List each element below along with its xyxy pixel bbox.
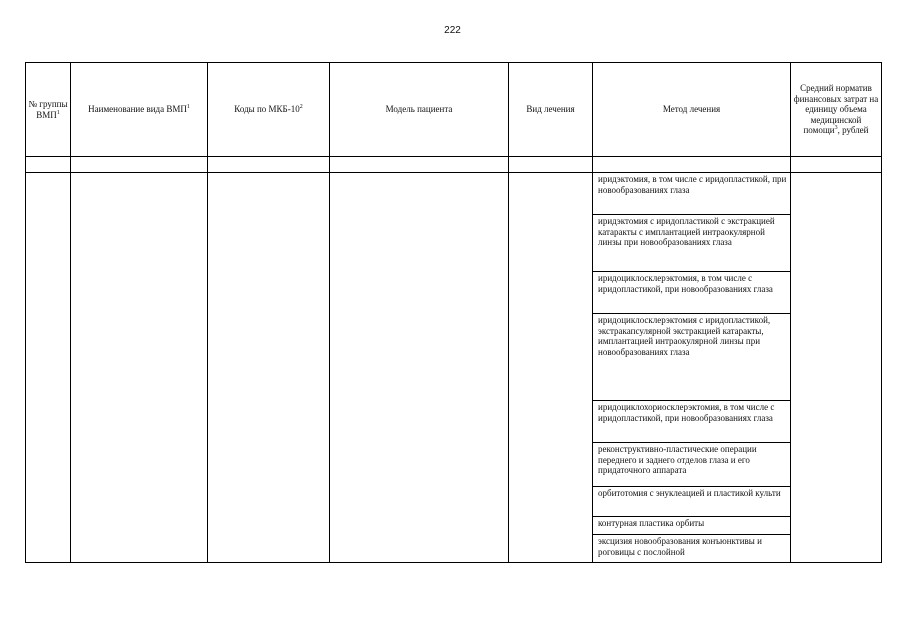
empty-cell <box>26 157 71 173</box>
method-item: контурная пластика орбиты <box>593 517 790 535</box>
vmp-table <box>25 62 882 563</box>
method-item: иридоциклосклерэктомия, в том числе с иридопластикой, при новообразованиях глаза <box>593 272 790 314</box>
cell-treatment-methods <box>593 173 791 563</box>
header-icd-codes: Коды по МКБ-$10^2$ <box>208 63 330 157</box>
empty-cell <box>509 157 593 173</box>
method-item: иридоциклохориосклерэктомия, в том числе с иридопластикой, при новообразованиях глаза <box>593 401 790 443</box>
method-item: иридэктомия, в том числе с иридопластикой, при новообразованиях глаза <box>593 173 790 215</box>
header-treatment-method: Метод лечения <box>593 63 791 157</box>
empty-cell <box>593 157 791 173</box>
header-cost-standard: Средний норматив финансовых затрат на единицу объема медицинской помощи$^3$, рублей <box>791 63 882 157</box>
empty-cell <box>330 157 509 173</box>
header-treatment-type: Вид лечения <box>509 63 593 157</box>
header-patient-model: Модель пациента <box>330 63 509 157</box>
cell-icd-codes <box>208 173 330 563</box>
empty-cell <box>208 157 330 173</box>
method-item: иридэктомия с иридопластикой с экстракцией катаракты с имплантацией интраокулярной линзы при новообразованиях глаза <box>593 215 790 272</box>
cell-vmp-name <box>71 173 208 563</box>
cell-patient-model <box>330 173 509 563</box>
method-item: реконструктивно-пластические операции переднего и заднего отделов глаза и его придаточного аппарата <box>593 443 790 487</box>
table-row <box>26 173 882 563</box>
empty-cell <box>791 157 882 173</box>
cell-treatment-type <box>509 173 593 563</box>
header-group-number: № группы ВМП$^1$ <box>26 63 71 157</box>
empty-cell <box>71 157 208 173</box>
page-number: 222 <box>444 25 461 36</box>
method-item: эксцизия новообразования конъюнктивы и роговицы с послойной <box>598 536 762 557</box>
table-number-row <box>26 157 882 173</box>
cell-cost-standard <box>791 173 882 563</box>
table-header-row <box>26 63 882 157</box>
method-item: орбитотомия с энуклеацией и пластикой культи <box>593 487 790 517</box>
method-item: иридоциклосклерэктомия с иридопластикой, экстракапсулярной экстракцией катаракты, имплантацией интраокулярной линзы при новообразованиях глаза <box>593 314 790 401</box>
header-vmp-name: Наименование вида ВМП$^1$ <box>71 63 208 157</box>
cell-group-number <box>26 173 71 563</box>
